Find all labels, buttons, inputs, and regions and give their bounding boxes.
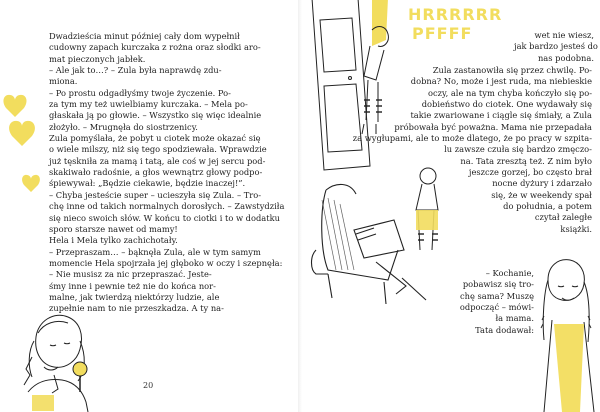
left-line: śmy inne i pewnie też nie do końca nor- [49,280,216,291]
left-line: Dwadzieścia minut później cały dom wypełnił [49,31,240,41]
left-line: – Nie musisz za nic przepraszać. Jeste- [49,269,212,280]
lines_mid-line: do południa, a potem [503,201,592,212]
left-line: cudowny zapach kurczaka z rożna oraz słodki aro- [49,42,261,53]
lines_mid-line: oczy, ale na tym chyba kończyło się po- [427,87,592,98]
left-line: Hela i Mela tylko zachichotały. [49,235,178,246]
right-top-text [514,30,598,64]
left-line: skakiwało radośnie, a głos wewnątrz głowy podpo- [49,167,263,178]
lines_top-line: jak bardzo jesteś do [514,41,598,52]
left-line: chę inne od takich normalnych dorosłych. – Zawstydziła [49,201,285,212]
left-body-text [49,31,285,315]
girl-with-braids-illustration [522,250,600,412]
left-line: Zula pomyślała, że pobyt u ciotek może okazać się [49,133,261,144]
left-line: o wiele milszy, niż się tego spodziewała. Wprawdzie [49,144,267,155]
right-page [300,0,600,412]
lines_mid-line: czytał zaległe [534,212,592,223]
lines_top-line: nas podobna. [537,52,594,63]
sound-effect-text [408,5,502,43]
girl-standing-illustration [408,158,448,278]
left-line: mat pieczonych jabłek. [49,53,146,64]
left-line: za tym my też uwielbiamy kurczaka. – Mela po- [49,99,248,110]
left-line: momencie Hela spojrzała jej głęboko w oczy i szepnęła: [49,257,283,268]
lines_mid-line: się, że w weekendy spał [491,189,592,200]
page-number: 20 [143,381,154,390]
lines_mid-line: na. Tata zresztą też. Z nim było [460,155,592,166]
left-line: śpiewywał: „Będzie ciekawie, będzie inaczej!”. [49,178,246,189]
lines_mid-line: próbowała być poważna. Mama nie przepadała [394,121,592,132]
left-line: – Ale jak to…? – Zula była naprawdę zdu- [49,65,222,76]
left-line: zupełnie nam to nie przeszkadza. A ty na- [49,303,224,314]
lines_bottom-line: chę sama? Muszę [459,290,534,301]
lines_bottom-line: pobawisz się tro- [462,279,534,290]
lines_mid-line: za wygłupami, ale to może dlatego, że po pracy w szpita- [352,133,592,144]
girl-eating-illustration [14,297,96,412]
lines_bottom-line: Tata dodawał: [475,324,534,335]
lines_mid-line: jeszcze gorzej, bo często brał [468,167,592,178]
lines_mid-line: książki. [560,223,592,234]
left-line: – Chyba jesteście super – ucieszyła się Zula. – Tro- [49,189,262,200]
lines_mid-line: takie zwariowane i ciągle się śmiały, a Zula [410,110,592,121]
left-line: złożyło. – Mrugnęła do siostrzenicy. [49,121,198,132]
left-line: – Przepraszam… – bąknęła Zula, ale w tym samym [49,246,261,257]
lines_top-line: wet nie wiesz, [534,30,594,40]
lines_mid-line: Zula zastanowiła się przez chwilę. Po- [432,65,592,75]
left-line: się nieco swoich słów. W końcu to ciotki i to w dodatku [49,212,280,223]
left-line: już tęskniła za mamą i tatą, ale coś w jej sercu pod- [49,155,266,166]
lines_bottom-line: ła mama. [495,313,534,324]
sfx-line-2: PFFFF [412,24,473,43]
left-line: – Po prostu odgadłyśmy twoje życzenie. Po- [49,87,231,98]
left-line: sporo starsze nawet od mamy! [49,223,178,234]
lines_mid-line: dobieństwo do ciotek. One wydawały się [421,99,592,110]
lines_bottom-line: – Kochanie, [485,268,534,278]
lines_mid-line: nocne dyżury i zdarzało [492,178,592,189]
left-line: głaskała ją po głowie. – Wszystko się więc idealnie [49,110,262,121]
sfx-line-1: HRRRRRR [408,5,503,24]
lines_bottom-line: odpocząć – mówi- [459,302,534,313]
left-line: malne, jak twierdzą niektórzy ludzie, ale [49,291,220,302]
left-line: miona. [49,76,78,87]
lines_mid-line: lu zawsze czuła się bardzo zmęczo- [444,144,592,155]
lines_mid-line: dobna? No, może i jest ruda, ma niebieskie [410,76,592,87]
